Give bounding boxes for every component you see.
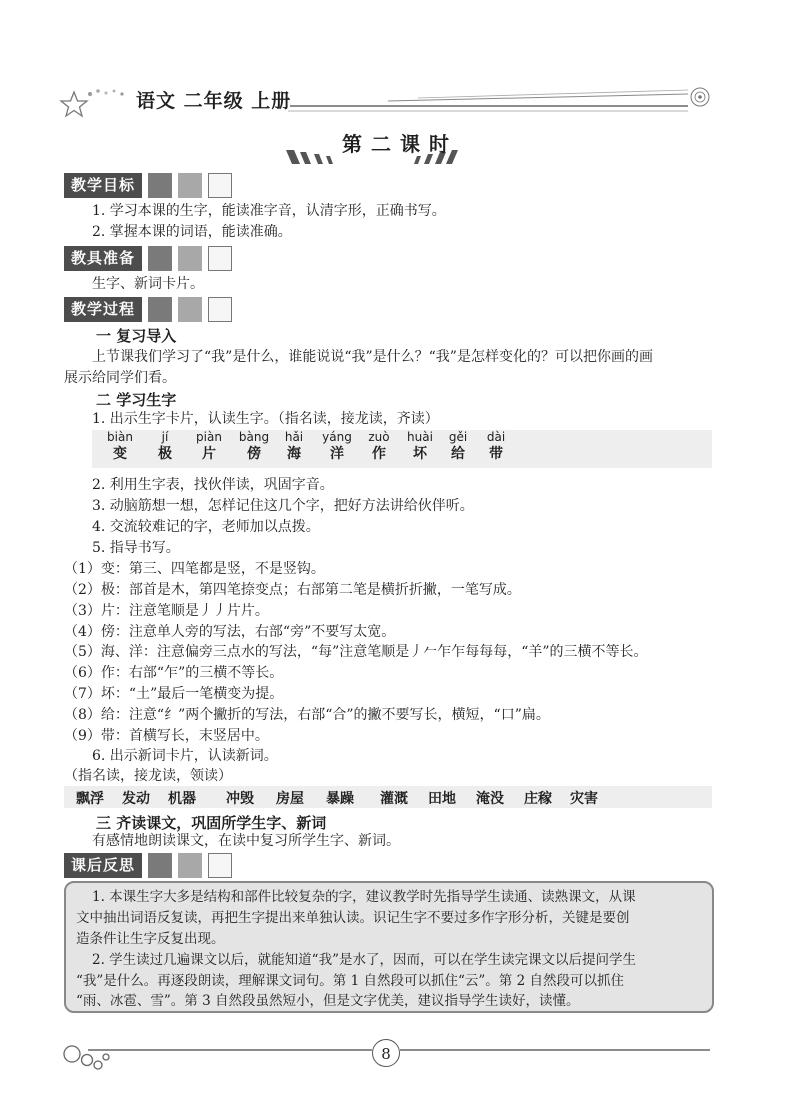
- goal-item: 1. 学习本课的生字，能读准字音，认清字形，正确书写。: [92, 203, 446, 219]
- word: 灾害: [570, 791, 598, 807]
- decor-square: [178, 853, 202, 878]
- reflection-line: 2. 学生读过几遍课文以后，就能知道“我”是水了，因而，可以在学生读完课文以后提问学生: [92, 952, 636, 968]
- reflection-line: “我”是什么。再逐段朗读，理解课文词句。第 1 自然段可以抓住“云”。第 2 自然段可以抓住: [76, 973, 624, 989]
- step-line: （2）极：部首是木，第四笔捺变点；右部第二笔是横折折撇，一笔写成。: [64, 582, 521, 598]
- new-words-table: [64, 786, 712, 808]
- hanzi: 洋: [330, 446, 344, 462]
- section-label: 教具准备: [64, 246, 142, 271]
- pinyin: biàn: [107, 430, 133, 444]
- pinyin: zuò: [368, 430, 390, 444]
- step-line: （6）作：右部“乍”的三横不等长。: [64, 665, 284, 681]
- part2-heading: 二 学习生字: [96, 391, 177, 409]
- step-line: （1）变：第三、四笔都是竖，不是竖钩。: [64, 561, 325, 577]
- hanzi: 坏: [413, 446, 427, 462]
- section-label: 教学过程: [64, 297, 142, 322]
- section-reflection-header: [64, 853, 232, 878]
- section-tools-header: [64, 246, 232, 271]
- reflection-line: 文中抽出词语反复读，再把生字提出来单独认读。识记生字不要过多作字形分析，关键是要创: [76, 910, 630, 926]
- character-cell: [438, 430, 478, 463]
- step-line: （8）给：注意“纟”两个撇折的写法，右部“合”的撇不要写长，横短，“口”扁。: [64, 707, 550, 723]
- step-line: 5. 指导书写。: [92, 540, 180, 556]
- step-line: （3）片：注意笔顺是丿丿片片。: [64, 603, 269, 619]
- pinyin: huài: [407, 430, 433, 444]
- pinyin: hǎi: [284, 430, 304, 444]
- word: 冲毁: [226, 791, 254, 807]
- decor-square: [208, 173, 232, 198]
- word: 田地: [428, 791, 456, 807]
- read-note: （指名读，接龙读，领读）: [64, 768, 232, 784]
- pinyin: dài: [486, 430, 506, 444]
- pinyin: jí: [161, 430, 169, 444]
- reflection-line: 1. 本课生字大多是结构和部件比较复杂的字，建议教学时先指导学生读通、读熟课文，从课: [92, 889, 636, 905]
- hanzi: 海: [287, 446, 301, 462]
- hanzi: 极: [158, 446, 172, 462]
- character-cell: [400, 430, 440, 463]
- step-line: 4. 交流较难记的字，老师加以点拨。: [92, 519, 320, 535]
- tools-text: 生字、新词卡片。: [92, 276, 204, 292]
- decor-square: [148, 173, 172, 198]
- word: 飘浮: [76, 791, 104, 807]
- word: 庄稼: [524, 791, 552, 807]
- hanzi: 变: [113, 446, 127, 462]
- step-line: （9）带：首横写长，末竖居中。: [64, 728, 269, 744]
- decor-square: [148, 297, 172, 322]
- step-line: 1. 出示生字卡片，认读生字。（指名读，接龙读，齐读）: [92, 411, 439, 427]
- decor-square: [178, 173, 202, 198]
- step-line: （5）海、洋：注意偏旁三点水的写法，“每”注意笔顺是丿𠂉乍乍每每每，“羊”的三横不等长。: [64, 644, 648, 660]
- word: 淹没: [476, 791, 504, 807]
- lesson-title: 第二课时: [342, 132, 458, 156]
- decor-square: [148, 246, 172, 271]
- spiral-icon: [691, 88, 709, 106]
- character-cell: [476, 430, 516, 463]
- star-icon: [61, 92, 87, 116]
- word: 暴躁: [326, 791, 354, 807]
- character-cell: [234, 430, 274, 463]
- part1-heading: 一 复习导入: [96, 327, 177, 345]
- pinyin: bàng: [238, 430, 270, 444]
- section-label: 教学目标: [64, 173, 142, 198]
- decor-square: [178, 246, 202, 271]
- paragraph-line: 上节课我们学习了“我”是什么，谁能说说“我”是什么？“我”是怎样变化的？可以把你画的画: [92, 349, 653, 365]
- section-label: 课后反思: [64, 853, 142, 878]
- header-title: 语文 二年级 上册: [136, 90, 292, 112]
- step-line: 6. 出示新词卡片，认读新词。: [92, 748, 278, 764]
- hanzi: 作: [372, 446, 386, 462]
- part3-heading: 三 齐读课文，巩固所学生字、新词: [96, 814, 327, 832]
- word: 灌溉: [380, 791, 408, 807]
- decor-square: [178, 297, 202, 322]
- word: 房屋: [276, 791, 304, 807]
- character-cell: [189, 430, 229, 463]
- character-cell: [317, 430, 357, 463]
- section-goals-header: [64, 173, 232, 198]
- word: 发动: [122, 791, 150, 807]
- decor-square: [208, 297, 232, 322]
- step-line: 2. 利用生字表，找伙伴读，巩固字音。: [92, 477, 334, 493]
- character-cell: [359, 430, 399, 463]
- step-line: （4）傍：注意单人旁的写法，右部“旁”不要写太宽。: [64, 624, 396, 640]
- character-cell: [274, 430, 314, 463]
- word: 机器: [168, 791, 196, 807]
- paragraph-line: 有感情地朗读课文，在读中复习所学生字、新词。: [92, 833, 400, 849]
- page-number: 8: [372, 1039, 400, 1067]
- step-line: 3. 动脑筋想一想，怎样记住这几个字，把好方法讲给伙伴听。: [92, 498, 474, 514]
- character-table: [92, 430, 712, 468]
- decor-square: [208, 853, 232, 878]
- pinyin: yáng: [322, 430, 352, 444]
- reflection-box: [64, 881, 714, 1013]
- paragraph-line: 展示给同学们看。: [64, 370, 176, 386]
- section-process-header: [64, 297, 232, 322]
- hanzi: 带: [489, 446, 503, 462]
- reflection-line: 造条件让生字反复出现。: [76, 931, 225, 947]
- goal-item: 2. 掌握本课的词语，能读准确。: [92, 224, 292, 240]
- pinyin: piàn: [196, 430, 222, 444]
- hanzi: 傍: [247, 446, 261, 462]
- decor-square: [148, 853, 172, 878]
- reflection-line: “雨、冰雹、雪”。第 3 自然段虽然短小，但是文字优美，建议指导学生读好，读懂。: [76, 993, 580, 1009]
- step-line: （7）坏：“土”最后一笔横变为提。: [64, 686, 284, 702]
- hanzi: 给: [451, 446, 465, 462]
- character-cell: [100, 430, 140, 463]
- decor-square: [208, 246, 232, 271]
- pinyin: gěi: [448, 430, 468, 444]
- hanzi: 片: [202, 446, 216, 462]
- character-cell: [145, 430, 185, 463]
